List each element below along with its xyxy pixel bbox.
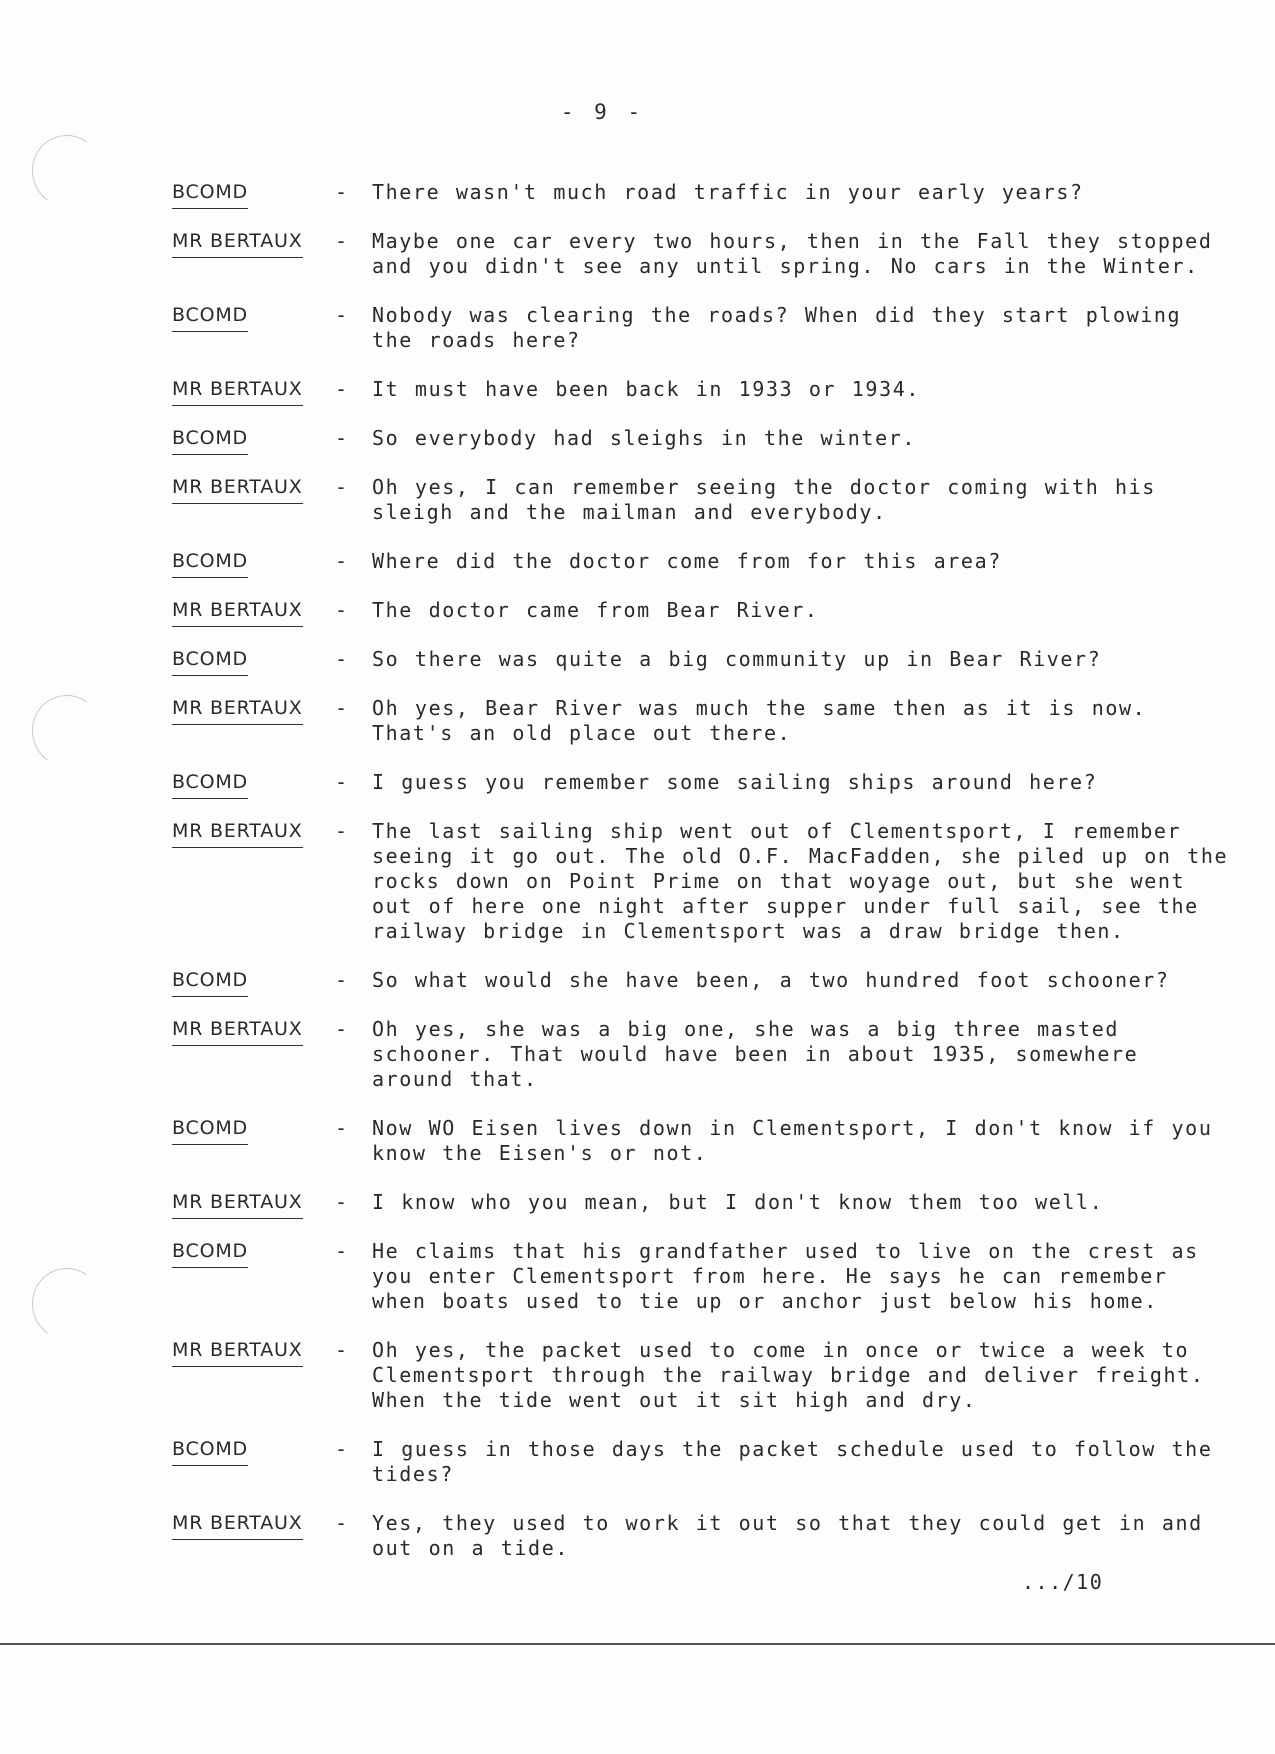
utterance-text: Nobody was clearing the roads? When did they start plowing the roads here? — [372, 303, 1182, 352]
speaker-label: MR BERTAUX — [172, 819, 303, 848]
speaker-label: BCOMD — [172, 1116, 248, 1145]
utterance-text: I guess in those days the packet schedule used to follow the tides? — [372, 1437, 1213, 1486]
utterance-text: Where did the doctor come from for this area? — [372, 549, 1002, 573]
utterance-text: So everybody had sleighs in the winter. — [372, 426, 916, 450]
speaker-label: BCOMD — [172, 1239, 248, 1268]
punch-hole-bottom — [26, 1262, 107, 1345]
transcript-entry — [172, 303, 1232, 353]
utterance-text: Oh yes, she was a big one, she was a big three masted schooner. That would have been in about 1935, somewhere around that. — [372, 1017, 1139, 1091]
transcript-entry — [172, 180, 1232, 205]
speaker-label: BCOMD — [172, 968, 248, 997]
separator-dash: - — [335, 229, 349, 253]
utterance-text: Oh yes, I can remember seeing the doctor coming with his sleigh and the mailman and everybody. — [372, 475, 1156, 524]
utterance-text: So there was quite a big community up in Bear River? — [372, 647, 1102, 671]
speaker-label: BCOMD — [172, 1437, 248, 1466]
transcript-entry — [172, 426, 1232, 451]
utterance-text: The doctor came from Bear River. — [372, 598, 819, 622]
utterance-text: I guess you remember some sailing ships around here? — [372, 770, 1098, 794]
separator-dash: - — [335, 180, 349, 204]
utterance-text: So what would she have been, a two hundred foot schooner? — [372, 968, 1170, 992]
utterance-text: Yes, they used to work it out so that they could get in and out on a tide. — [372, 1511, 1203, 1560]
page-bottom-rule — [0, 1643, 1275, 1645]
transcript-entry — [172, 696, 1232, 746]
transcript-entry — [172, 1239, 1232, 1314]
separator-dash: - — [335, 1338, 349, 1362]
utterance-text: There wasn't much road traffic in your early years? — [372, 180, 1084, 204]
separator-dash: - — [335, 1437, 349, 1461]
interview-transcript — [172, 180, 1232, 1585]
speaker-label: BCOMD — [172, 647, 248, 676]
separator-dash: - — [335, 1239, 349, 1263]
transcript-entry — [172, 549, 1232, 574]
transcript-entry — [172, 1190, 1232, 1215]
separator-dash: - — [335, 1511, 349, 1535]
speaker-label: MR BERTAUX — [172, 1338, 303, 1367]
separator-dash: - — [335, 647, 349, 671]
punch-hole-middle — [26, 689, 107, 772]
utterance-text: He claims that his grandfather used to live on the crest as you enter Clementsport from here. He says he can remember when boats used to tie up or anchor just below his home. — [372, 1239, 1199, 1313]
speaker-label: MR BERTAUX — [172, 1511, 303, 1540]
separator-dash: - — [335, 549, 349, 573]
page-number: - 9 - — [560, 100, 645, 124]
transcript-entry — [172, 377, 1232, 402]
transcript-entry — [172, 1511, 1232, 1561]
transcript-entry — [172, 229, 1232, 279]
separator-dash: - — [335, 377, 349, 401]
speaker-label: BCOMD — [172, 770, 248, 799]
speaker-label: BCOMD — [172, 549, 248, 578]
utterance-text: Oh yes, the packet used to come in once or twice a week to Clementsport through the railway bridge and deliver freight. When the tide went out it sit high and dry. — [372, 1338, 1205, 1412]
transcript-entry — [172, 647, 1232, 672]
separator-dash: - — [335, 819, 349, 843]
utterance-text: Maybe one car every two hours, then in the Fall they stopped and you didn't see any until spring. No cars in the Winter. — [372, 229, 1213, 278]
speaker-label: BCOMD — [172, 426, 248, 455]
utterance-text: It must have been back in 1933 or 1934. — [372, 377, 920, 401]
separator-dash: - — [335, 1017, 349, 1041]
utterance-text: The last sailing ship went out of Clementsport, I remember seeing it go out. The old O.F. MacFadden, she piled up on the rocks down on Point Prime on that woyage out, but she went out of here one night after supper under full sail, see the railway bridge in Clementsport was a draw bridge then. — [372, 819, 1229, 943]
separator-dash: - — [335, 770, 349, 794]
separator-dash: - — [335, 303, 349, 327]
utterance-text: Oh yes, Bear River was much the same then as it is now. That's an old place out there. — [372, 696, 1147, 745]
transcript-entry — [172, 598, 1232, 623]
speaker-label: MR BERTAUX — [172, 696, 303, 725]
transcript-entry — [172, 1116, 1232, 1166]
punch-hole-top — [26, 129, 107, 212]
speaker-label: MR BERTAUX — [172, 1017, 303, 1046]
utterance-text: I know who you mean, but I don't know them too well. — [372, 1190, 1104, 1214]
separator-dash: - — [335, 1190, 349, 1214]
separator-dash: - — [335, 1116, 349, 1140]
speaker-label: MR BERTAUX — [172, 598, 303, 627]
transcript-entry — [172, 1017, 1232, 1092]
speaker-label: MR BERTAUX — [172, 229, 303, 258]
speaker-label: BCOMD — [172, 180, 248, 209]
separator-dash: - — [335, 598, 349, 622]
separator-dash: - — [335, 475, 349, 499]
separator-dash: - — [335, 696, 349, 720]
separator-dash: - — [335, 426, 349, 450]
speaker-label: MR BERTAUX — [172, 475, 303, 504]
transcript-entry — [172, 968, 1232, 993]
continuation-marker: .../10 — [1022, 1570, 1104, 1594]
transcript-entry — [172, 1437, 1232, 1487]
transcript-entry — [172, 819, 1232, 944]
utterance-text: Now WO Eisen lives down in Clementsport, I don't know if you know the Eisen's or not. — [372, 1116, 1213, 1165]
transcript-entry — [172, 770, 1232, 795]
speaker-label: MR BERTAUX — [172, 1190, 303, 1219]
transcript-entry — [172, 1338, 1232, 1413]
transcript-entry — [172, 475, 1232, 525]
separator-dash: - — [335, 968, 349, 992]
speaker-label: BCOMD — [172, 303, 248, 332]
speaker-label: MR BERTAUX — [172, 377, 303, 406]
